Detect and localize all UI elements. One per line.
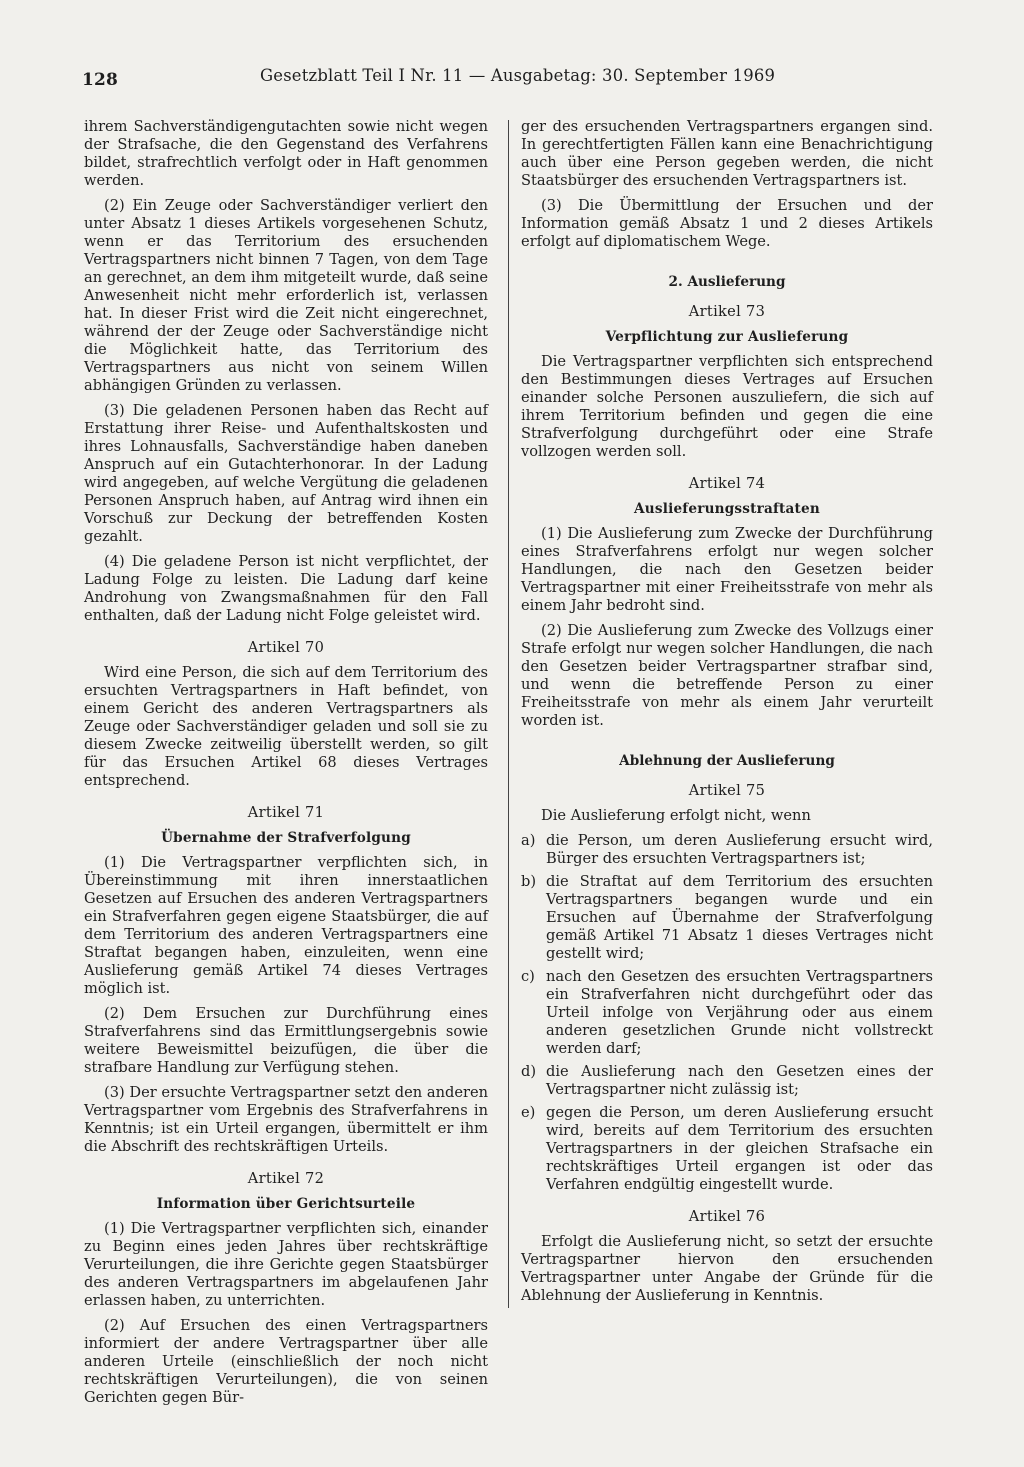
article-title-73: Verpflichtung zur Auslieferung	[605, 329, 849, 345]
paragraph: (1) Die Vertragspartner verpflichten sich, einander zu Beginn eines jeden Jahres über rechtskräftige Verurteilungen, die ihre Gerichte gegen Staatsbürger des anderen Vertragspartners im abgelaufenen Jahr erlassen haben, zu unterrichten.	[84, 1220, 488, 1309]
list-item-label: c)	[521, 968, 535, 985]
article-heading-73: Artikel 73	[688, 303, 766, 320]
list-item-label: e)	[521, 1104, 536, 1121]
list-item-label: b)	[521, 873, 537, 890]
paragraph: Wird eine Person, die sich auf dem Territorium des ersuchten Vertragspartners in Haft befindet, von einem Gericht des anderen Vertragspartners als Zeuge oder Sachverständiger geladen und soll sie zu diesem Zwecke zeitweilig überstellt werden, so gilt für das Ersuchen Artikel 68 dieses Vertrages entsprechend.	[84, 664, 488, 789]
paragraph: (2) Dem Ersuchen zur Durchführung eines Strafverfahrens sind das Ermittlungsergebnis sowie weitere Beweismittel beizufügen, die über die strafbare Handlung zur Verfügung stehen.	[84, 1005, 488, 1076]
right-column	[521, 118, 933, 1312]
article-heading-74: Artikel 74	[688, 475, 766, 492]
paragraph: (1) Die Vertragspartner verpflichten sich, in Übereinstimmung mit ihren innerstaatlichen Gesetzen auf Ersuchen des anderen Vertragspartners ein Strafverfahren gegen eigene Staatsbürger, die auf dem Territorium des anderen Vertragspartners eine Straftat begangen haben, einzuleiten, wenn eine Auslieferung gemäß Artikel 74 dieses Vertrages möglich ist.	[84, 854, 488, 997]
list-item-text: nach den Gesetzen des ersuchten Vertragspartners ein Strafverfahren nicht durchgeführt oder das Urteil infolge von Verjährung oder aus einem anderen gesetzlichen Grunde nicht vollstreckt werden darf;	[546, 968, 933, 1057]
condition-list	[521, 832, 933, 1194]
page-header	[82, 62, 776, 94]
paragraph: (2) Ein Zeuge oder Sachverständiger verliert den unter Absatz 1 dieses Artikels vorgesehenen Schutz, wenn er das Territorium des ersuchenden Vertragspartners nicht binnen 7 Tagen, von dem Tage an gerechnet, an dem ihm mitgeteilt wurde, daß seine Anwesenheit nicht mehr erforderlich ist, verlassen hat. In dieser Frist wird die Zeit nicht eingerechnet, während der der Zeuge oder Sachverständige nicht die Möglichkeit hatte, das Territorium des Vertragspartners aus nicht von seinem Willen abhängigen Gründen zu verlassen.	[84, 197, 488, 394]
article-title-72: Information über Gerichtsurteile	[156, 1196, 416, 1212]
article-heading-71: Artikel 71	[247, 804, 325, 821]
left-column	[84, 118, 488, 1414]
paragraph: (3) Die Übermittlung der Ersuchen und der Information gemäß Absatz 1 und 2 dieses Artikels erfolgt auf diplomatischem Wege.	[521, 197, 933, 250]
article-heading-72: Artikel 72	[247, 1170, 325, 1187]
section-heading: 2. Auslieferung	[668, 274, 786, 290]
paragraph: (2) Auf Ersuchen des einen Vertragspartners informiert der andere Vertragspartner über alle anderen Urteile (einschließlich der noch nicht rechtskräftigen Verurteilungen), die von seinen Gerichten gegen Bür-	[84, 1317, 488, 1406]
list-item-label: a)	[521, 832, 536, 849]
paragraph: (3) Der ersuchte Vertragspartner setzt den anderen Vertragspartner vom Ergebnis des Strafverfahrens in Kenntnis; ist ein Urteil ergangen, übermittelt er ihm die Abschrift des rechtskräftigen Urteils.	[84, 1084, 488, 1155]
list-item-text: gegen die Person, um deren Auslieferung ersucht wird, bereits auf dem Territorium des ersuchten Vertragspartners in der gleichen Strafsache ein rechtskräftiges Urteil ergangen ist oder das Verfahren endgültig eingestellt wurde.	[546, 1104, 933, 1193]
article-heading-70: Artikel 70	[247, 639, 325, 656]
list-item-label: d)	[521, 1063, 537, 1080]
paragraph: (2) Die Auslieferung zum Zwecke des Vollzugs einer Strafe erfolgt nur wegen solcher Handlungen, die nach den Gesetzen beider Vertragspartner strafbar sind, und wenn die betreffende Person zu einer Freiheitsstrafe von mehr als einem Jahr verurteilt worden ist.	[521, 622, 933, 729]
running-title: Gesetzblatt Teil I Nr. 11 — Ausgabetag: 30. September 1969	[260, 66, 776, 85]
paragraph: Erfolgt die Auslieferung nicht, so setzt der ersuchte Vertragspartner hiervon den ersuchenden Vertragspartner unter Angabe der Gründe für die Ablehnung der Auslieferung in Kenntnis.	[521, 1233, 933, 1304]
paragraph: (4) Die geladene Person ist nicht verpflichtet, der Ladung Folge zu leisten. Die Ladung darf keine Androhung von Zwangsmaßnahmen für den Fall enthalten, daß der Ladung nicht Folge geleistet wird.	[84, 553, 488, 624]
list-item-text: die Person, um deren Auslieferung ersucht wird, Bürger des ersuchten Vertragspartners ist;	[546, 832, 933, 867]
paragraph: Die Vertragspartner verpflichten sich entsprechend den Bestimmungen dieses Vertrages auf Ersuchen einander solche Personen auszuliefern, die sich auf ihrem Territorium befinden und gegen die eine Strafverfolgung durchgeführt oder eine Strafe vollzogen werden soll.	[521, 353, 933, 460]
paragraph: ihrem Sachverständigengutachten sowie nicht wegen der Strafsache, die den Gegenstand des Verfahrens bildet, strafrechtlich verfolgt oder in Haft genommen werden.	[84, 118, 488, 189]
list-item	[521, 1063, 933, 1099]
list-item	[521, 832, 933, 868]
list-item	[521, 1104, 933, 1194]
paragraph: (1) Die Auslieferung zum Zwecke der Durchführung eines Strafverfahrens erfolgt nur wegen solcher Handlungen, die nach den Gesetzen beider Vertragspartner mit einer Freiheitsstrafe von mehr als einem Jahr bedroht sind.	[521, 525, 933, 614]
column-divider	[508, 120, 509, 1308]
article-title-74: Auslieferungsstraftaten	[634, 501, 820, 517]
list-item-text: die Auslieferung nach den Gesetzen eines der Vertragspartner nicht zulässig ist;	[546, 1063, 933, 1098]
article-heading-76: Artikel 76	[688, 1208, 766, 1225]
subsection-heading: Ablehnung der Auslieferung	[619, 753, 835, 769]
paragraph: Die Auslieferung erfolgt nicht, wenn	[541, 807, 811, 824]
list-item	[521, 873, 933, 963]
list-item-text: die Straftat auf dem Territorium des ersuchten Vertragspartners begangen wurde und ein Ersuchen auf Übernahme der Strafverfolgung gemäß Artikel 71 Absatz 1 dieses Vertrages nicht gestellt wird;	[546, 873, 933, 962]
page-number: 128	[82, 70, 119, 90]
article-heading-75: Artikel 75	[688, 782, 766, 799]
paragraph: (3) Die geladenen Personen haben das Recht auf Erstattung ihrer Reise- und Aufenthaltskosten und ihres Lohnausfalls, Sachverständige haben daneben Anspruch auf ein Gutachterhonorar. In der Ladung wird angegeben, auf welche Vergütung die geladenen Personen Anspruch haben, auf Antrag wird ihnen ein Vorschuß zur Deckung der betreffenden Kosten gezahlt.	[84, 402, 488, 545]
list-item	[521, 968, 933, 1058]
paragraph: ger des ersuchenden Vertragspartners ergangen sind. In gerechtfertigten Fällen kann eine Benachrichtigung auch über eine Person gegeben werden, die nicht Staatsbürger des ersuchenden Vertragspartners ist.	[521, 118, 933, 189]
article-title-71: Übernahme der Strafverfolgung	[161, 830, 411, 846]
